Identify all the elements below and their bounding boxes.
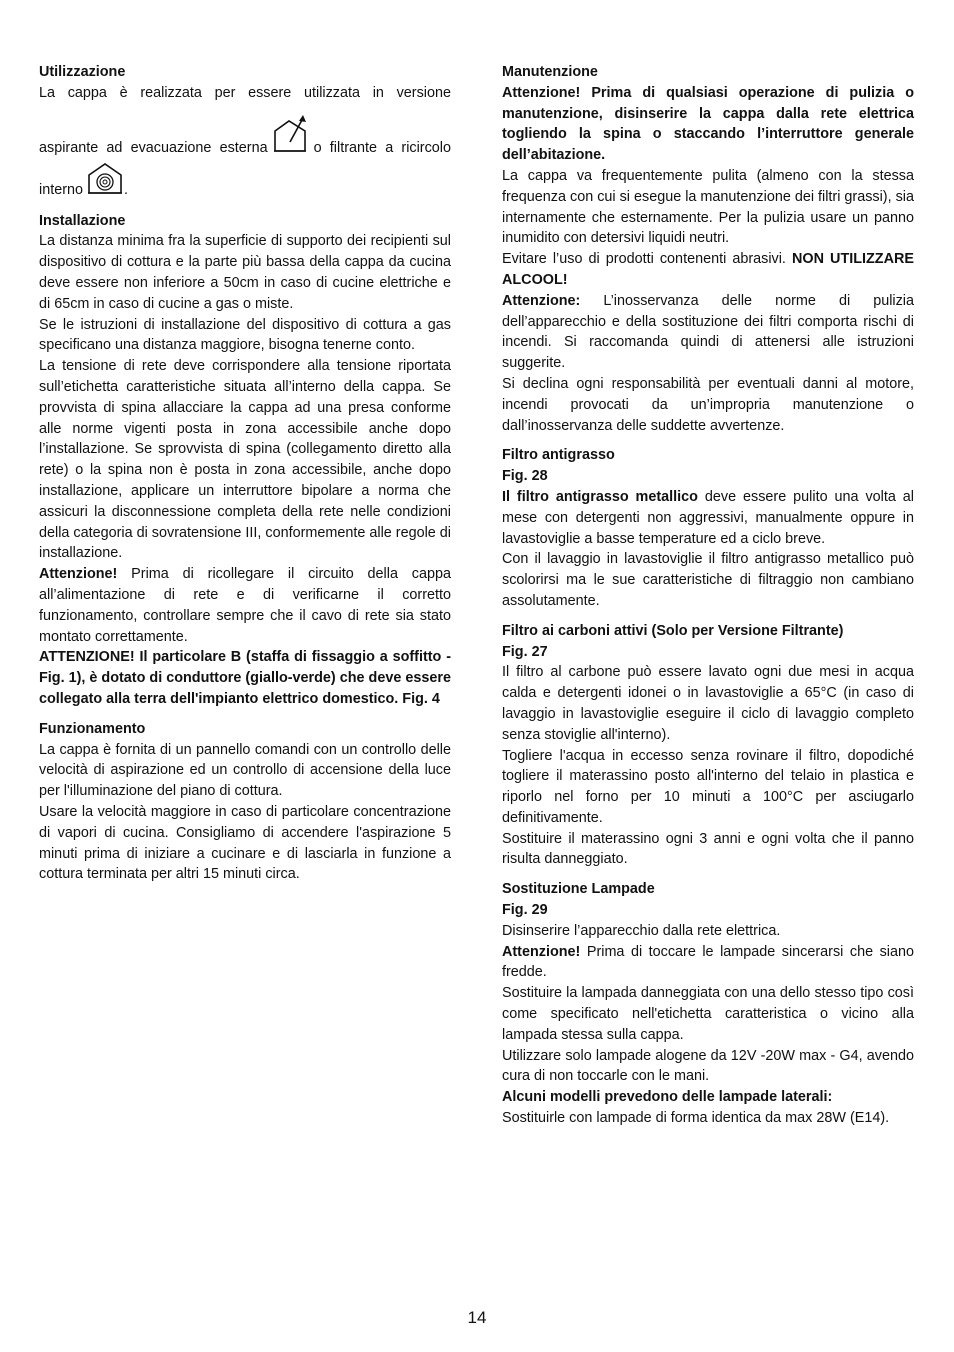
installazione-warning: ATTENZIONE! Il particolare B (staffa di fissaggio a soffitto - Fig. 1), è dotato di conduttore (giallo-verde) che deve essere collegato alla terra dell'impianto elettrico domestico. Fig. 4 [39,649,451,707]
installazione-p4-bold: Attenzione! [39,566,118,583]
filtro-antigrasso-fig: Fig. 28 [502,468,548,485]
utilizzazione-heading: Utilizzazione [39,64,126,80]
installazione-p4-text: Prima di ricollegare il circuito della cappa all’alimentazione di rete e di verificarne il corretto funzionamento, controllare sempre che il cavo di rete sia stato montato correttamente. [39,566,451,645]
section-lampade [502,879,914,1129]
recirculation-house-icon [87,162,123,205]
filtro-antigrasso-p1 [502,487,914,549]
section-filtro-antigrasso [502,445,914,611]
filtro-antigrasso-p2: Con il lavaggio in lavastoviglie il filtro antigrasso metallico può scolorirsi ma le sue caratteristiche di filtraggio non cambiano assolutamente. [502,551,914,609]
lampade-p6: Sostituirle con lampade di forma identica da max 28W (E14). [502,1110,890,1127]
filtro-carboni-fig: Fig. 27 [502,643,548,660]
lampade-p1: Disinserire l’apparecchio dalla rete elettrica. [502,922,781,939]
lampade-p3: Sostituire la lampada danneggiata con una dello stesso tipo così come specificato nell'etichetta caratteristica o vicino alla lampada stessa sulla cappa. [502,985,914,1043]
page-number: 14 [467,1308,487,1327]
manutenzione-p4-text: L’inosservanza delle norme di pulizia dell’apparecchio e della sostituzione dei filtri comporta rischi di incendi. Si raccomanda quindi di attenersi alle istruzioni suggerite. [502,292,914,372]
utilizzazione-line-1: La cappa è realizzata per essere utilizzata in versione [39,84,451,101]
manutenzione-p3-bold: NON UTILIZZARE ALCOOL! [502,251,914,288]
manutenzione-p3 [502,249,914,291]
exhaust-house-icon [272,114,310,160]
filtro-carboni-p2: Togliere l'acqua in eccesso senza rovinare il filtro, dopodiché togliere il materassino posto all'interno del telaio in plastica e riporlo nel forno per 10 minuti a 100°C per asciugarlo definitivamente. [502,747,914,826]
lampade-heading: Sostituzione Lampade [502,881,655,898]
filtro-carboni-p3: Sostituire il materassino ogni 3 anni e ogni volta che il panno risulta danneggiato. [502,830,914,868]
section-utilizzazione [39,62,451,205]
installazione-p3: La tensione di rete deve corrispondere alla tensione riportata sull’etichetta caratteristiche situata all’interno della cappa. Se provvista di spina allacciare la cappa ad una presa conforme alle norme vigenti posta in zona accessibile anche dopo l’installazione. Se sprovvista di spina (collegamento diretto alla rete) o la spina non è posta in zona accessibile, anche dopo installazione, applicare un interruttore bipolare a norma che assicuri la disconnessione completa della rete nelle condizioni della categoria di sovratensione III, conformemente alle regole di installazione. [39,358,451,562]
installazione-heading: Installazione [39,212,126,229]
filtro-carboni-p1: Il filtro al carbone può essere lavato ogni due mesi in acqua calda e detergenti idonei o in lavastoviglie a 65°C (in caso di lavaggio in lavastoviglie eseguire il ciclo di lavaggio completo senza stoviglie all'interno). [502,664,914,743]
section-installazione [39,211,451,710]
section-manutenzione [502,62,914,436]
utilizzazione-text-filter: o filtrante a ricircolo [313,139,451,156]
manutenzione-p3-text: Evitare l’uso di prodotti contenenti abrasivi. [502,251,792,268]
section-funzionamento [39,719,451,885]
utilizzazione-line-3 [39,162,451,205]
lampade-fig: Fig. 29 [502,902,548,919]
filtro-carboni-heading: Filtro ai carboni attivi (Solo per Versione Filtrante) [502,622,844,639]
manutenzione-p4 [502,291,914,374]
lampade-p4: Utilizzare solo lampade alogene da 12V -20W max - G4, avendo cura di non toccarle con le mani. [502,1047,914,1085]
lampade-p2-bold: Attenzione! [502,943,581,960]
manutenzione-p4-bold: Attenzione: [502,292,581,309]
filtro-antigrasso-heading: Filtro antigrasso [502,447,615,464]
section-filtro-carboni [502,621,914,871]
manutenzione-p5: Si declina ogni responsabilità per eventuali danni al motore, incendi provocati da un’impropria manutenzione o dall’inosservanza delle suddette avvertenze. [502,375,914,434]
manutenzione-p2: La cappa va frequentemente pulita (almeno con la stessa frequenza con cui si esegue la manutenzione dei filtri grassi), sia internamente che esternamente. Per la pulizia usare un panno inumidito con detersivi liquidi neutri. [502,167,914,247]
lampade-p2 [502,942,914,984]
filtro-antigrasso-p1-bold: Il filtro antigrasso metallico [502,488,698,505]
funzionamento-p2: Usare la velocità maggiore in caso di particolare concentrazione di vapori di cucina. Consigliamo di accendere l'aspirazione 5 minuti prima di iniziare a cucinare e di lasciarla in funzione a cottura terminata per altri 15 minuti circa. [39,803,451,883]
lampade-p2-text: Prima di toccare le lampade sincerarsi che siano fredde. [502,943,914,981]
installazione-p2: Se le istruzioni di installazione del dispositivo di cottura a gas specificano una distanza maggiore, bisogna tenerne conto. [39,316,451,354]
manutenzione-warning: Attenzione! Prima di qualsiasi operazione di pulizia o manutenzione, disinserire la cappa dalla rete elettrica togliendo la spina o staccando l’interruttore generale dell’abitazione. [502,84,914,164]
utilizzazione-line-2 [39,114,451,160]
right-column [502,62,914,1129]
lampade-p5: Alcuni modelli prevedono delle lampade laterali: [502,1089,833,1106]
installazione-p1: La distanza minima fra la superficie di supporto dei recipienti sul dispositivo di cottura e la parte più bassa della cappa da cucina deve essere non inferiore a 50cm in caso di cucine elettriche e di 65cm in caso di cucine a gas o miste. [39,233,451,312]
left-column [39,62,451,885]
utilizzazione-text-period: . [124,181,129,198]
filtro-antigrasso-p1-text: deve essere pulito una volta al mese con detergenti non aggressivi, manualmente oppure in lavastoviglie a basse temperature ed a ciclo breve. [502,488,914,547]
utilizzazione-text-interno: interno [39,181,84,198]
funzionamento-heading: Funzionamento [39,720,146,737]
funzionamento-p1: La cappa è fornita di un pannello comandi con un controllo delle velocità di aspirazione ed un controllo di accensione della luce per l'illuminazione del piano di cottura. [39,741,451,800]
manutenzione-heading: Manutenzione [502,64,598,80]
installazione-p4 [39,564,451,647]
utilizzazione-text-exhaust: aspirante ad evacuazione esterna [39,139,268,156]
